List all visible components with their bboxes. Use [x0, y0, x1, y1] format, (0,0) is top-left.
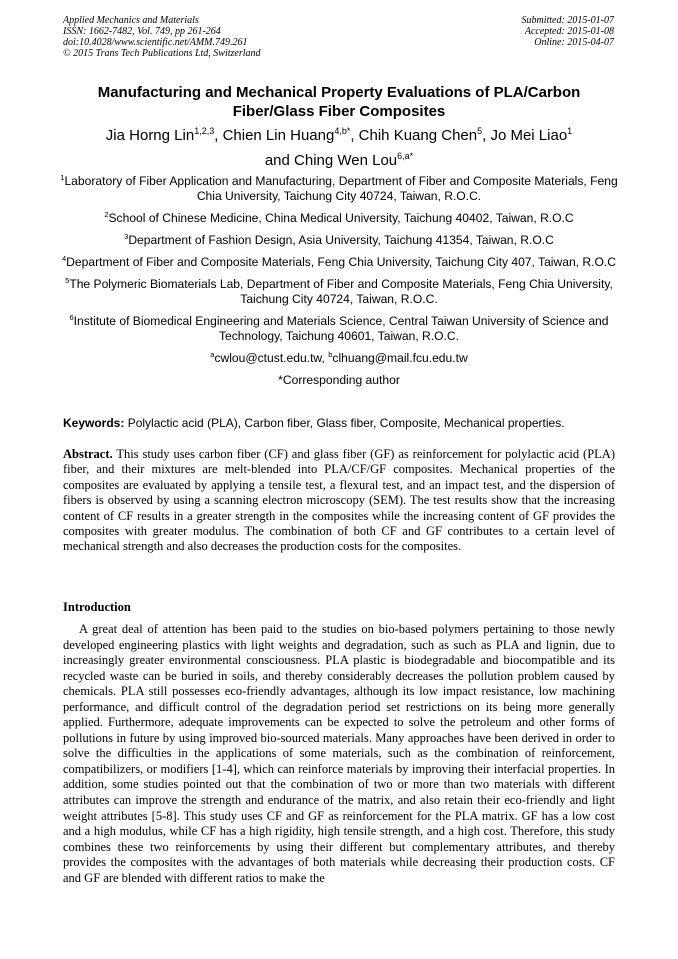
- author: Chien Lin Huang$^{4,b*}$,: [222, 126, 359, 144]
- author: Chih Kuang Chen$^5$,: [358, 126, 491, 144]
- affiliation: $^2$School of Chinese Medicine, China Medical University, Taichung 40402, Taiwan, R.O.C: [104, 209, 574, 225]
- online-date: Online: 2015-04-07: [534, 37, 614, 48]
- abstract-label: Abstract.: [63, 447, 113, 461]
- contact-emails: $^a$cwlou@ctust.edu.tw, $^b$clhuang@mail.fcu.edu.tw: [210, 349, 468, 365]
- section-heading: Introduction: [63, 600, 131, 614]
- doi-line: doi:10.4028/www.scientific.net/AMM.749.261: [63, 37, 248, 48]
- author: and Ching Wen Lou$^{6,a*}$: [264, 151, 414, 169]
- dates-header: [522, 15, 615, 48]
- keywords: [63, 416, 615, 431]
- affiliation: $^6$Institute of Biomedical Engineering and Materials Science, Central Taiwan University of Science and Technology, Taichung 40601, Taiwan, R.O.C.: [69, 312, 609, 343]
- issn-line: ISSN: 1662-7482, Vol. 749, pp 261-264: [63, 26, 221, 37]
- introduction-paragraph: A great deal of attention has been paid to the studies on bio-based polymers pertaining to those newly developed engineering plastics with light weights and degradation, such as such as PLA and lignin, due to increasingly greater environmental consciousness. PLA plastic is biodegradable and biocompatible and its recycled waste can be buried in soils, and thereby considerably decreases the pollution problem caused by chemicals. PLA still possesses eco-friendly advantages, although its low impact resistance, low machining performance, and difficult control of the degradation period set restrictions on its being more generally applied. Furthermore, adequate improvements can be expected to solve the petroleum and other forms of pollutions in future by using improved bio-sourced materials. Many approaches have been derived in order to solve the difficulties in the applications of some materials, such as the combination of reinforcement, compatibilizers, or modifiers [1-4], which can reinforce materials by improving their interfacial properties. In addition, some studies pointed out that the combination of two or more than two materials with different attributes can improve the strength and endurance of the matrix, and also retain their eco-friendly and light weight attributes [5-8]. This study uses CF and GF as reinforcement for the PLA matrix. GF has a low cost and a high modulus, while CF has a high rigidity, high tensile strength, and a high cost. Therefore, this study combines these two reinforcements by using their different but complementary attributes, and thereby provides the composites with the advantages of both materials while decreasing their production costs. CF and GF are blended with different ratios to make the: [63, 622, 615, 885]
- affiliations: [60, 174, 618, 388]
- affiliation: $^5$The Polymeric Biomaterials Lab, Department of Fiber and Composite Materials, Feng Chia University, Taichung City 40724, Taiwan, R.O.C.: [65, 275, 613, 306]
- paper-title: Manufacturing and Mechanical Property Evaluations of PLA/Carbon Fiber/Glass Fiber Composites: [97, 84, 581, 120]
- author-list: [60, 123, 618, 173]
- affiliation: $^4$Department of Fiber and Composite Materials, Feng Chia University, Taichung City 407, Taiwan, R.O.C: [61, 253, 616, 269]
- accepted-date: Accepted: 2015-01-08: [524, 26, 614, 37]
- abstract-text: This study uses carbon fiber (CF) and glass fiber (GF) as reinforcement for polylactic acid (PLA) fiber, and their mixtures are melt-blended into PLA/CF/GF composites. Mechanical properties of the composites are evaluated by applying a tensile test, a flexural test, and an impact test, and the dispersion of fibers is observed by using a scanning electron microscopy (SEM). The test results show that the increasing content of CF results in a greater strength in the composites while the increasing content of GF provides the composites with greater modulus. The combination of both CF and GF contributes to a certain level of mechanical strength and also decreases the production costs for the composites.: [63, 447, 615, 554]
- email-link[interactable]: cwlou@ctust.edu.tw: [214, 351, 322, 365]
- keywords-label: Keywords:: [63, 416, 125, 430]
- copyright-line: © 2015 Trans Tech Publications Ltd, Switzerland: [63, 48, 261, 59]
- journal-header: [63, 15, 261, 59]
- author: Jia Horng Lin$^{1,2,3}$,: [105, 126, 223, 144]
- journal-name: Applied Mechanics and Materials: [63, 15, 199, 26]
- email-link[interactable]: clhuang@mail.fcu.edu.tw: [332, 351, 468, 365]
- affiliation: $^1$Laboratory of Fiber Application and Manufacturing, Department of Fiber and Composite Materials, Feng Chia University, Taichung City 40724, Taiwan, R.O.C.: [60, 172, 618, 203]
- submitted-date: Submitted: 2015-01-07: [521, 15, 614, 26]
- author: Jo Mei Liao$^1$: [490, 126, 573, 144]
- keywords-text: Polylactic acid (PLA), Carbon fiber, Glass fiber, Composite, Mechanical properties.: [127, 416, 565, 430]
- corresponding-note: *Corresponding author: [278, 373, 400, 387]
- abstract: [63, 447, 615, 555]
- affiliation: $^3$Department of Fashion Design, Asia University, Taichung 41354, Taiwan, R.O.C: [124, 231, 554, 247]
